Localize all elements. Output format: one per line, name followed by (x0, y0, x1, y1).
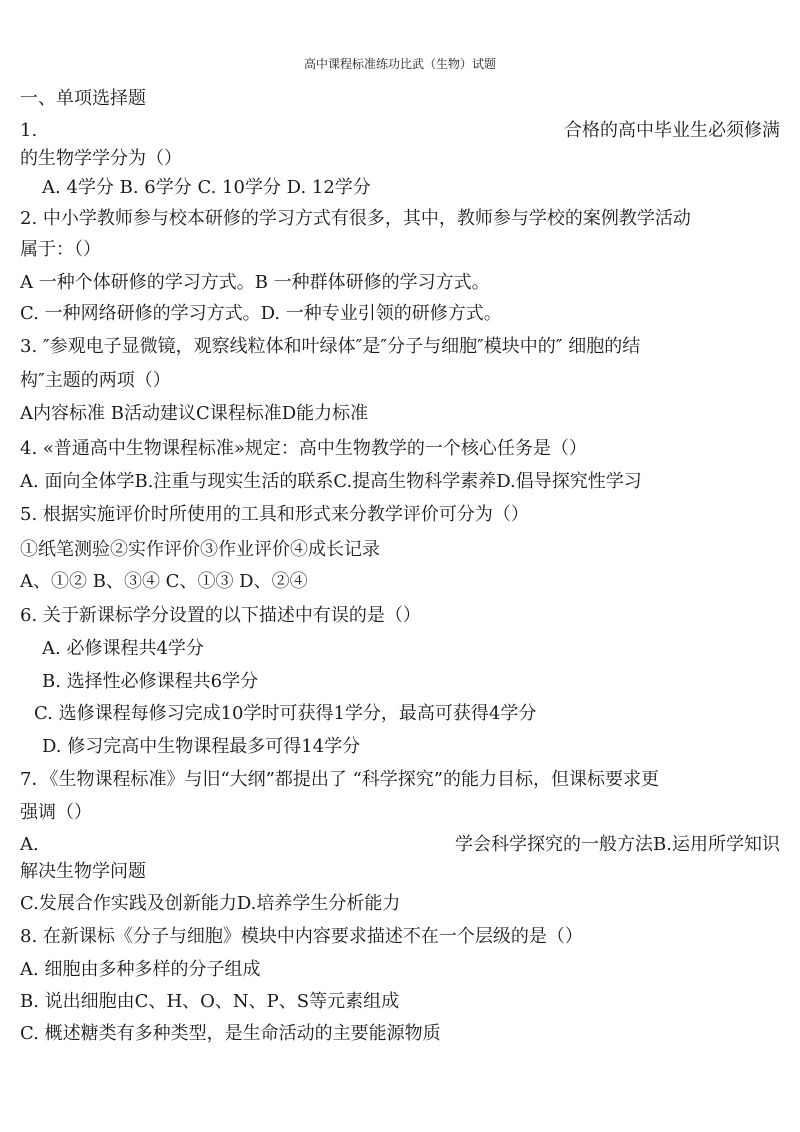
question-options: A. 4学分 B. 6学分 C. 10学分 D. 12学分 (42, 177, 371, 198)
question-items: ①纸笔测验②实作评价③作业评价④成长记录 (20, 539, 380, 560)
question-5: 5. 根据实施评价时所使用的工具和形式来分教学评价可分为（） (20, 504, 529, 525)
question-text-cont: 属于：（） (20, 239, 101, 260)
option-d: D. 修习完高中生物课程最多可得14学分 (42, 736, 361, 757)
option-a: A. 细胞由多种多样的分子组成 (20, 959, 261, 980)
option-a: A. 必修课程共4学分 (42, 638, 204, 659)
question-number: 1. (20, 120, 38, 141)
option-c: C. 概述糖类有多种类型，是生命活动的主要能源物质 (20, 1023, 441, 1044)
option-text-cont: 解决生物学问题 (20, 861, 146, 882)
question-options: A、①② B、③④ C、①③ D、②④ (20, 571, 308, 592)
question-text-cont: 的生物学学分为（） (20, 148, 182, 169)
question-4: 4. «普通高中生物课程标准»规定：高中生物教学的一个核心任务是（） (20, 438, 587, 459)
question-options: C.发展合作实践及创新能力D.培养学生分析能力 (20, 893, 401, 914)
question-3: 3. ″参观电子显微镜，观察线粒体和叶绿体″是″分子与细胞″模块中的″ 细胞的结 (20, 336, 641, 357)
question-options: A. 面向全体学B.注重与现实生活的联系C.提高生物科学素养D.倡导探究性学习 (20, 471, 642, 492)
question-8: 8. 在新课标《分子与细胞》模块中内容要求描述不在一个层级的是（） (20, 926, 583, 947)
option-label: A. (20, 834, 39, 855)
option-c: C. 选修课程每修习完成10学时可获得1学分，最高可获得4学分 (34, 703, 537, 724)
question-options: A 一种个体研修的学习方式。B 一种群体研修的学习方式。 (20, 272, 490, 293)
question-2: 2. 中小学教师参与校本研修的学习方式有很多，其中，教师参与学校的案例教学活动 (20, 208, 691, 229)
question-text-cont: 强调（） (20, 802, 92, 823)
option-b: B. 说出细胞由C、H、O、N、P、S等元素组成 (20, 991, 400, 1012)
question-6: 6. 关于新课标学分设置的以下描述中有误的是（） (20, 605, 421, 626)
question-text: 合格的高中毕业生必须修满 (564, 120, 780, 141)
option-b: B. 选择性必修课程共6学分 (42, 671, 259, 692)
question-text-cont: 构″主题的两项（） (20, 370, 171, 391)
section-heading: 一、单项选择题 (20, 88, 146, 109)
question-options: A内容标准 B活动建议C课程标准D能力标准 (20, 403, 369, 424)
question-7: 7．《生物课程标准》与旧“大纲”都提出了 “科学探究”的能力目标，但课标要求更 (20, 769, 659, 790)
page-title: 高中课程标准练功比武（生物）试题 (303, 57, 496, 71)
option-text: 学会科学探究的一般方法B.运用所学知识 (455, 834, 780, 855)
question-options: C. 一种网络研修的学习方式。D. 一种专业引领的研修方式。 (20, 303, 502, 324)
